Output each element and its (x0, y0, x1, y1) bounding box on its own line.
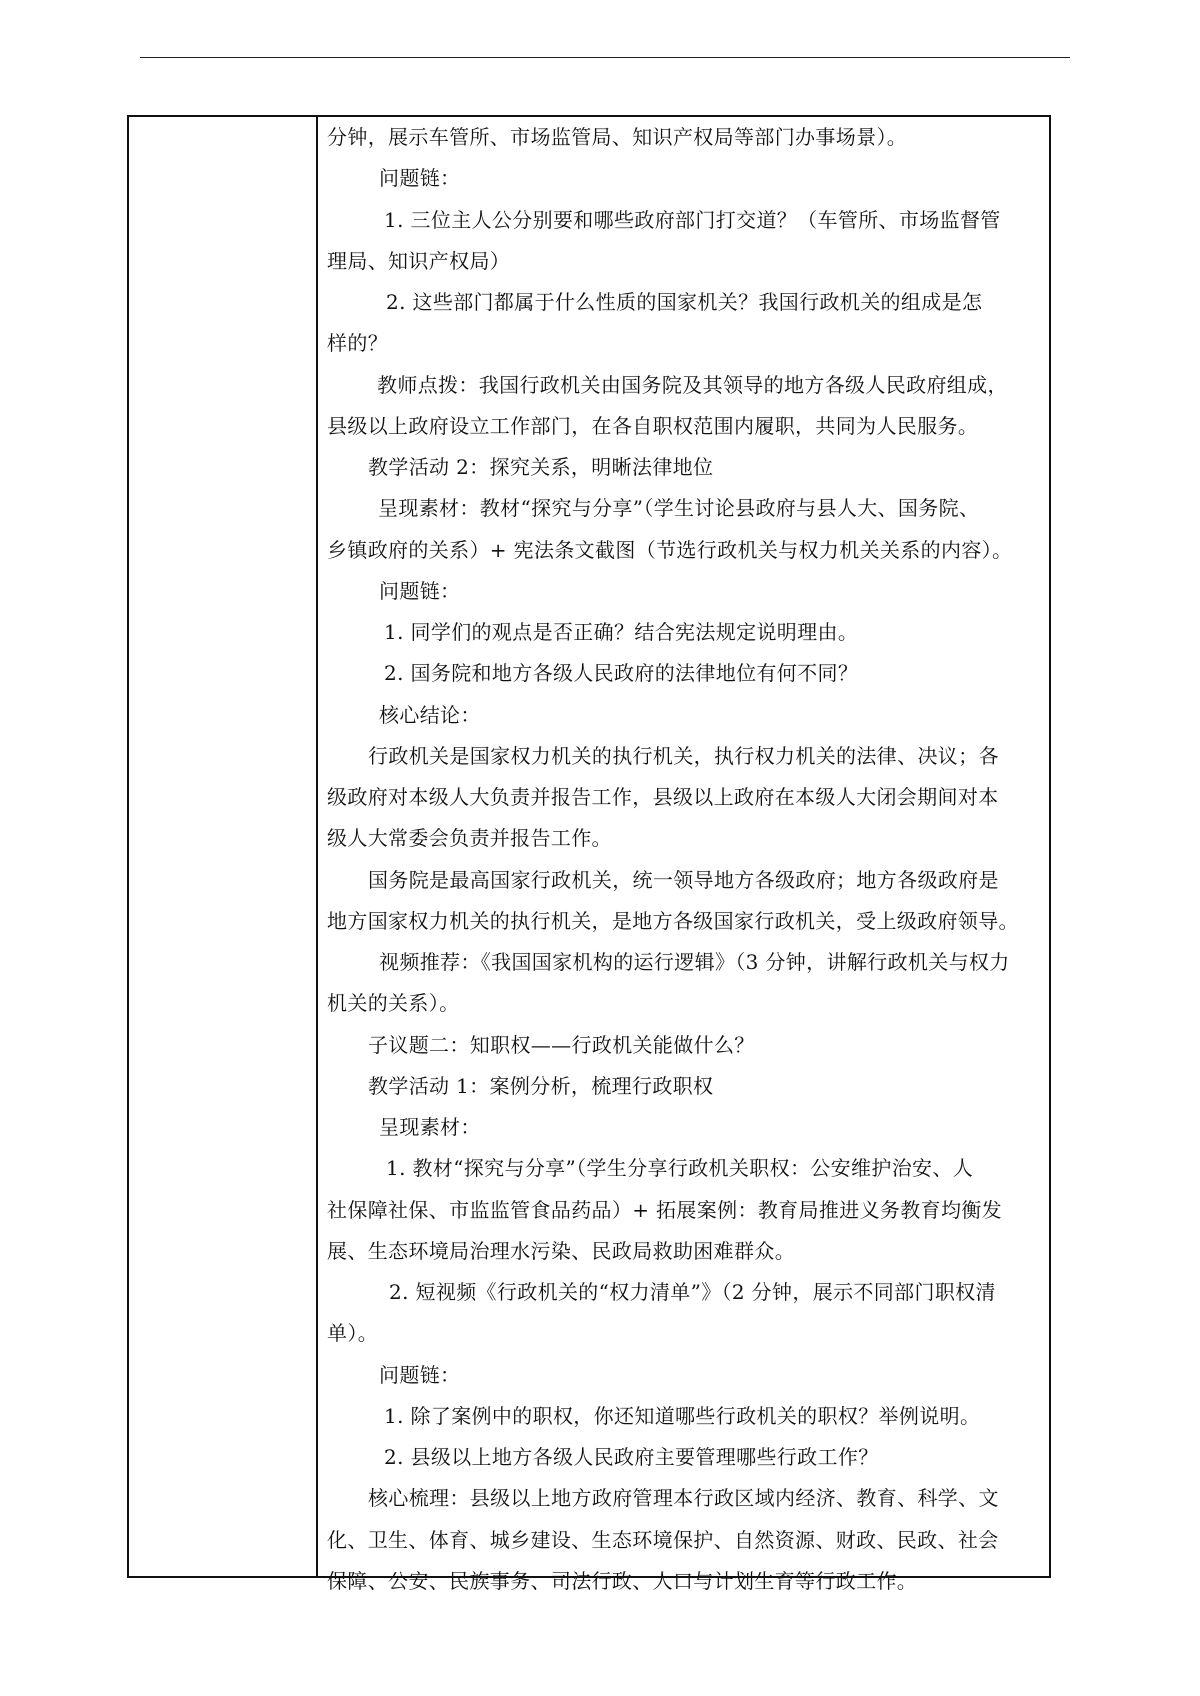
lesson-table (127, 115, 1051, 1593)
text-line: 1. 教材“探究与分享”（学生分享行政机关职权：公安维护治安、人 (386, 1156, 974, 1181)
text-line: 问题链： (379, 578, 461, 603)
text-line: 地方国家权力机关的执行机关，是地方各级国家行政机关，受上级政府领导。 (327, 908, 1019, 933)
text-line: 样的？ (327, 331, 389, 356)
text-line: 2. 国务院和地方各级人民政府的法律地位有何不同？ (384, 661, 859, 686)
table-content-column (318, 117, 1049, 1593)
text-line: 社保障社保、市监监管食品药品）+ 拓展案例：教育局推进义务教育均衡发 (327, 1197, 1003, 1222)
text-line: 级人大常委会负责并报告工作。 (327, 826, 612, 851)
text-line: 问题链： (379, 166, 461, 191)
text-line: 展、生态环境局治理水污染、民政局救助困难群众。 (327, 1238, 796, 1263)
text-line: 2. 短视频《行政机关的“权力清单”》（2 分钟，展示不同部门职权清 (389, 1280, 996, 1304)
table-left-column (129, 117, 318, 1576)
text-line: 核心结论： (379, 702, 481, 727)
text-line: 县级以上政府设立工作部门，在各自职权范围内履职，共同为人民服务。 (327, 413, 979, 438)
text-line: 视频推荐：《我国国家机构的运行逻辑》（3 分钟，讲解行政机关与权力 (379, 950, 1010, 974)
text-line: 1. 除了案例中的职权，你还知道哪些行政机关的职权？举例说明。 (384, 1403, 981, 1428)
text-line: 乡镇政府的关系）+ 宪法条文截图（节选行政机关与权力机关关系的内容）。 (327, 537, 1013, 562)
text-line: 教师点拨：我国行政机关由国务院及其领导的地方各级人民政府组成， (377, 372, 1008, 397)
text-line: 保障、公安、民族事务、司法行政、人口与计划生育等行政工作。 (327, 1568, 918, 1593)
text-line: 单）。 (327, 1321, 379, 1346)
header-rule (140, 57, 1070, 58)
text-line: 2. 县级以上地方各级人民政府主要管理哪些行政工作？ (384, 1445, 879, 1469)
text-line: 呈现素材： (379, 1115, 481, 1139)
text-line: 1. 同学们的观点是否正确？结合宪法规定说明理由。 (384, 620, 859, 644)
text-line: 教学活动 2：探究关系，明晰法律地位 (368, 455, 714, 479)
text-line: 行政机关是国家权力机关的执行机关，执行权力机关的法律、决议；各 (368, 743, 999, 768)
text-line: 国务院是最高国家行政机关，统一领导地方各级政府；地方各级政府是 (368, 867, 999, 892)
text-line: 子议题二：知职权——行政机关能做什么？ (368, 1032, 755, 1057)
text-line: 化、卫生、体育、城乡建设、生态环境保护、自然资源、财政、民政、社会 (327, 1527, 999, 1552)
text-line: 呈现素材：教材“探究与分享”（学生讨论县政府与县人大、国务院、 (378, 496, 980, 521)
text-line: 级政府对本级人大负责并报告工作，县级以上政府在本级人大闭会期间对本 (327, 785, 999, 809)
text-line: 分钟，展示车管所、市场监管局、知识产权局等部门办事场景）。 (327, 125, 908, 149)
text-line: 理局、知识产权局） (327, 248, 511, 273)
text-line: 1. 三位主人公分别要和哪些政府部门打交道？（车管所、市场监督管 (384, 207, 1001, 232)
text-line: 机关的关系）。 (327, 991, 460, 1016)
text-line: 核心梳理：县级以上地方政府管理本行政区域内经济、教育、科学、文 (368, 1486, 999, 1511)
text-line: 问题链： (379, 1362, 461, 1387)
text-line: 2. 这些部门都属于什么性质的国家机关？我国行政机关的组成是怎 (386, 290, 983, 314)
text-line: 教学活动 1：案例分析，梳理行政职权 (368, 1073, 714, 1098)
